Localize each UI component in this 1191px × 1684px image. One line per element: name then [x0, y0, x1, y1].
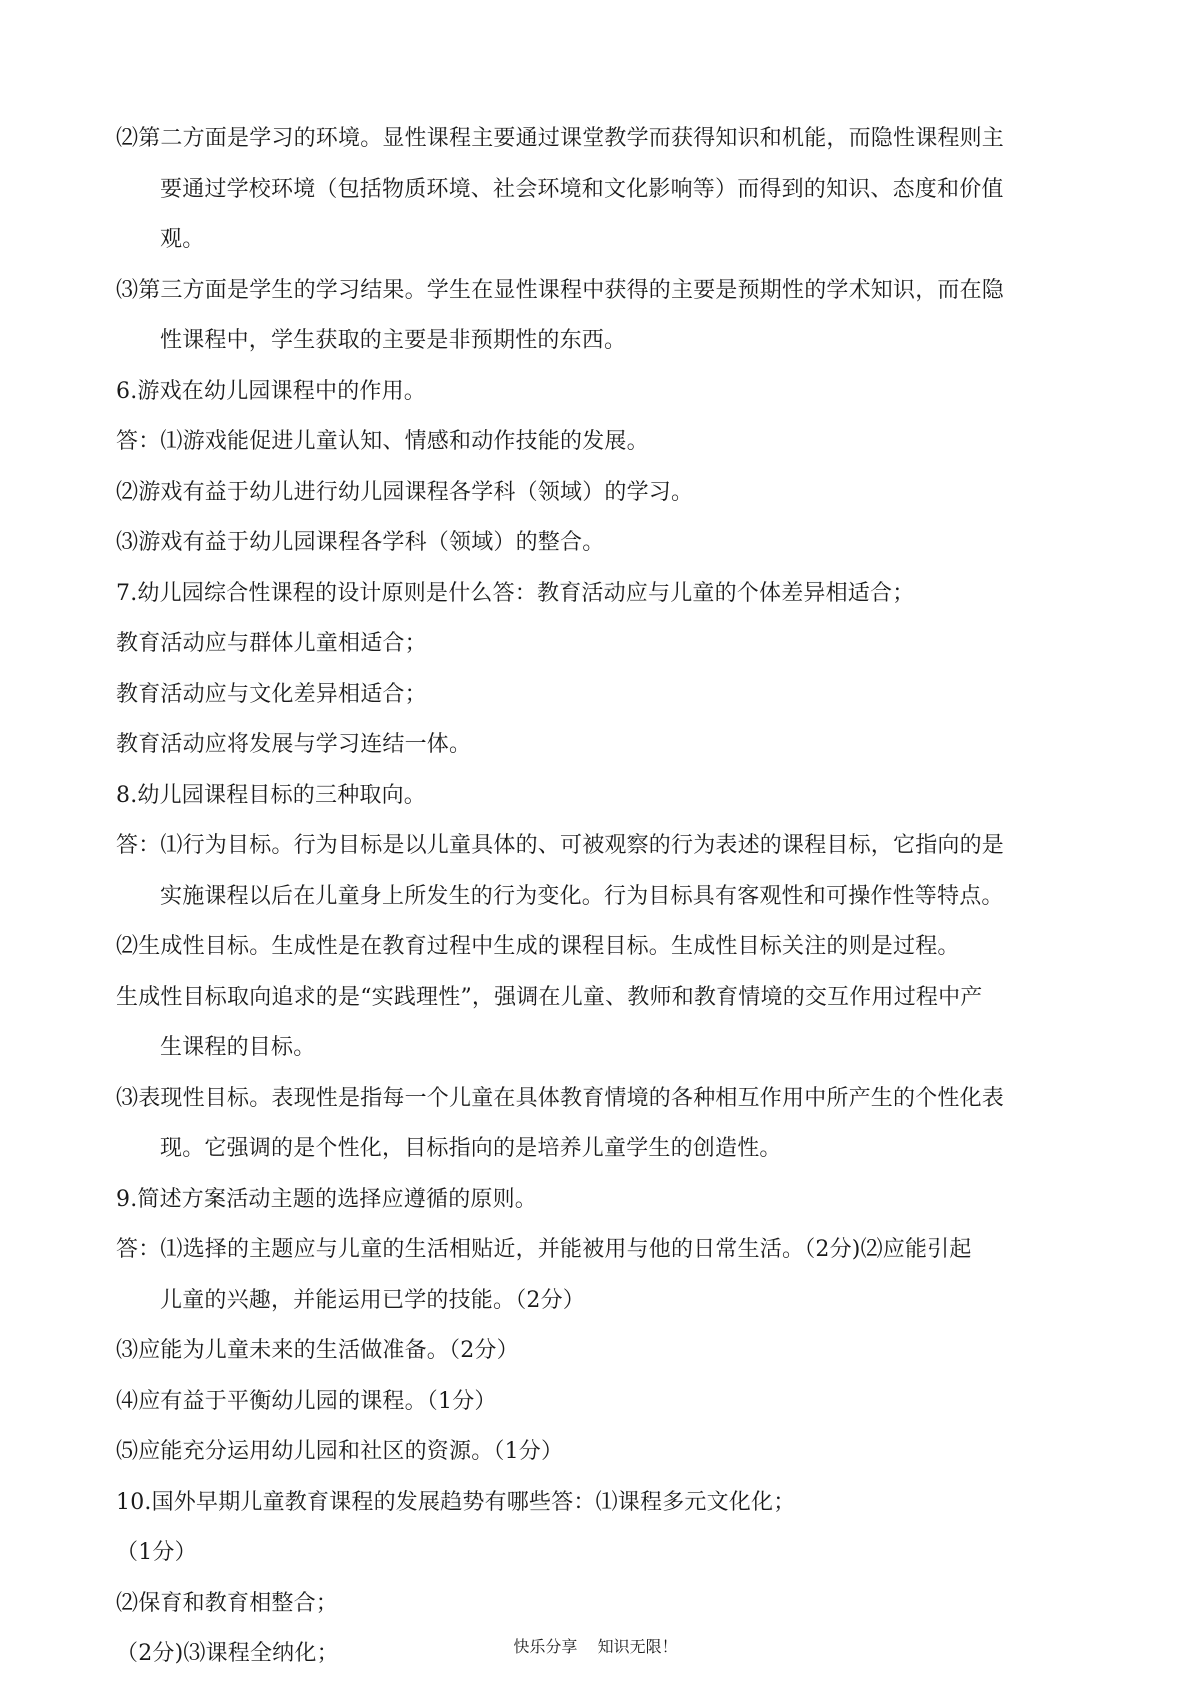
answer-line: 答：⑴选择的主题应与儿童的生活相贴近，并能被用与他的日常生活。（2分)⑵应能引起: [116, 1237, 972, 1262]
text-line: 教育活动应与文化差异相适合；: [116, 681, 427, 707]
question-heading: 9.简述方案活动主题的选择应遵循的原则。: [116, 1186, 537, 1212]
text-line: 观。: [160, 227, 205, 252]
text-line: ⑵生成性目标。生成性是在教育过程中生成的课程目标。生成性目标关注的则是过程。: [116, 934, 960, 959]
page-footer: 快乐分享 知识无限！: [513, 1637, 678, 1656]
question-heading: 8.幼儿园课程目标的三种取向。: [116, 782, 426, 808]
text-line: ⑸应能充分运用幼儿园和社区的资源。（1分）: [116, 1439, 564, 1464]
document-body: [116, 114, 1091, 1680]
text-line: 教育活动应将发展与学习连结一体。: [116, 732, 472, 757]
text-line: 儿童的兴趣，并能运用已学的技能。（2分）: [160, 1287, 585, 1313]
text-line: 教育活动应与群体儿童相适合；: [116, 631, 427, 656]
text-line: ⑶表现性目标。表现性是指每一个儿童在具体教育情境的各种相互作用中所产生的个性化表: [116, 1085, 1005, 1111]
text-line: 现。它强调的是个性化，目标指向的是培养儿童学生的创造性。: [160, 1136, 782, 1161]
answer-line: 答：⑴行为目标。行为目标是以儿童具体的、可被观察的行为表述的课程目标，它指向的是: [116, 833, 1005, 858]
question-heading: 10.国外早期儿童教育课程的发展趋势有哪些答：⑴课程多元文化化；: [116, 1489, 796, 1515]
text-line: ⑶游戏有益于幼儿园课程各学科（领域）的整合。: [116, 530, 605, 555]
text-line: 要通过学校环境（包括物质环境、社会环境和文化影响等）而得到的知识、态度和价值: [160, 176, 1004, 202]
text-line: 性课程中，学生获取的主要是非预期性的东西。: [160, 328, 627, 353]
text-line: ⑵游戏有益于幼儿进行幼儿园课程各学科（领域）的学习。: [116, 479, 694, 505]
text-line: ⑶应能为儿童未来的生活做准备。（2分）: [116, 1338, 519, 1363]
text-line: 生课程的目标。: [160, 1035, 316, 1060]
text-line: （1分）: [116, 1540, 197, 1565]
answer-line: 答：⑴游戏能促进儿童认知、情感和动作技能的发展。: [116, 429, 649, 454]
text-line: ⑵第二方面是学习的环境。显性课程主要通过课堂教学而获得知识和机能，而隐性课程则主: [116, 126, 1005, 151]
question-heading: 7.幼儿园综合性课程的设计原则是什么答：教育活动应与儿童的个体差异相适合；: [116, 580, 915, 606]
text-line: 实施课程以后在儿童身上所发生的行为变化。行为目标具有客观性和可操作性等特点。: [160, 883, 1004, 909]
text-line: ⑵保育和教育相整合；: [116, 1590, 339, 1616]
text-line: ⑷应有益于平衡幼儿园的课程。（1分）: [116, 1388, 497, 1414]
text-line: （2分)⑶课程全纳化；: [116, 1641, 339, 1666]
question-heading: 6.游戏在幼儿园课程中的作用。: [116, 378, 426, 404]
text-line: 生成性目标取向追求的是“实践理性”，强调在儿童、教师和教育情境的交互作用过程中产: [116, 984, 983, 1010]
text-line: ⑶第三方面是学生的学习结果。学生在显性课程中获得的主要是预期性的学术知识，而在隐: [116, 277, 1005, 303]
